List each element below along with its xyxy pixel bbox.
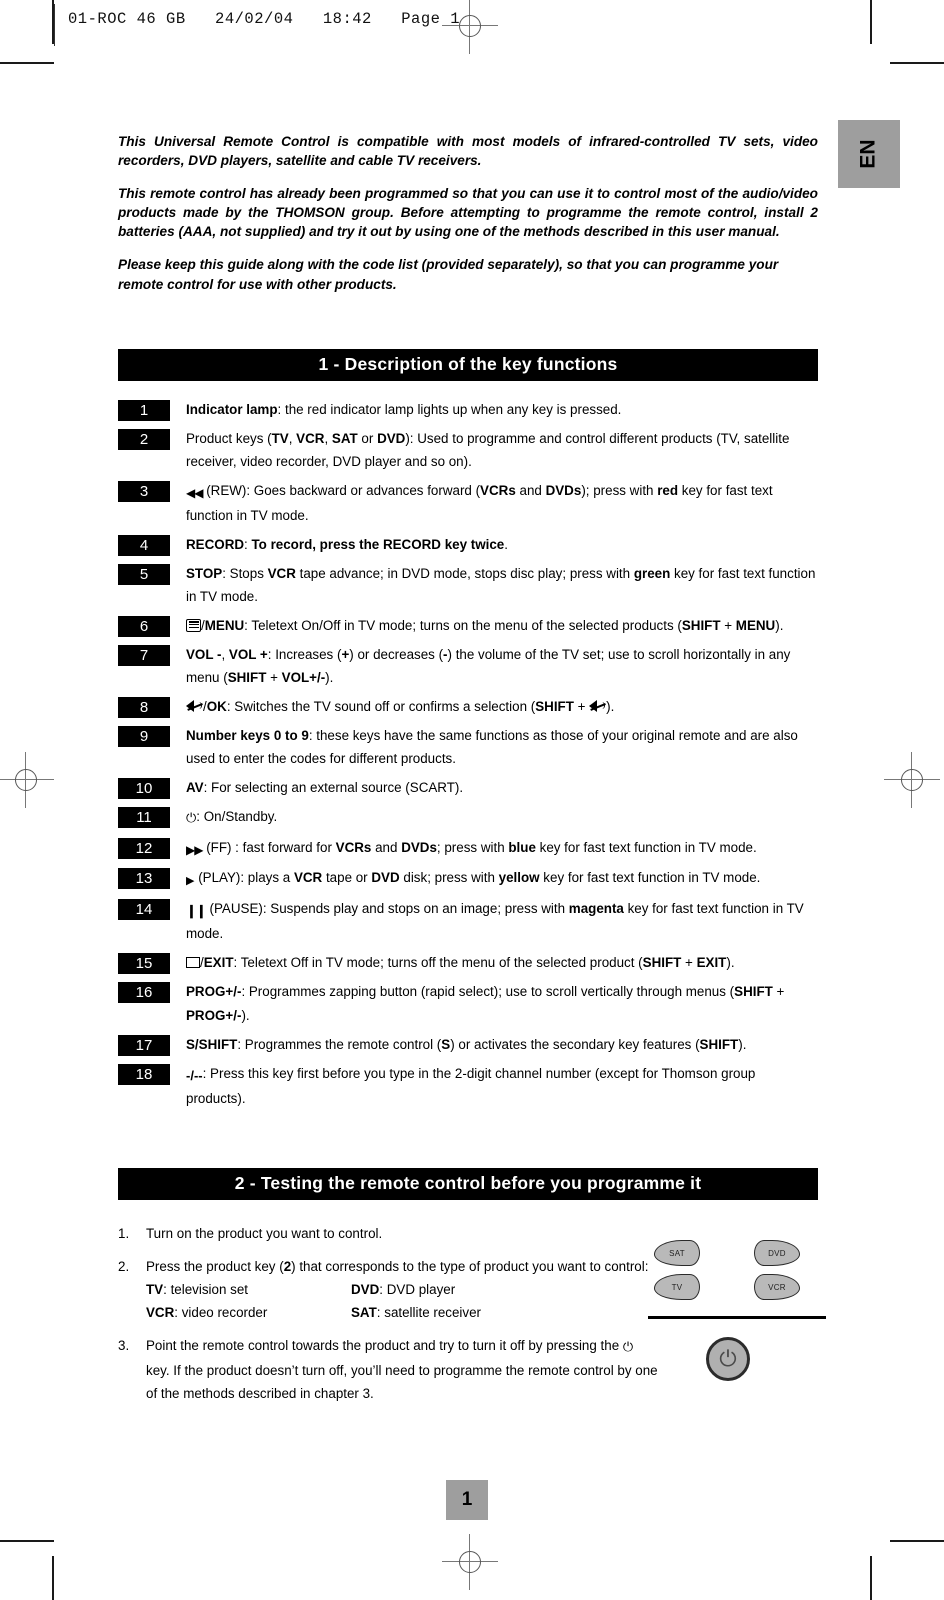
key-function-row [118,836,818,861]
illus-key-sat-label: SAT [669,1248,685,1258]
product-legend-dvd: DVD: DVD player [351,1282,456,1298]
key-function-row [118,643,818,689]
section-2-heading: 2 - Testing the remote control before you programme it [118,1168,818,1200]
key-function-row [118,398,818,421]
key-description: PROG+/-: Programmes zapping button (rapid select); use to scroll vertically through menus (SHIFT + PROG+/-). [186,984,785,1023]
product-legend-vcr-desc: video recorder [181,1305,268,1321]
crop-mark-bottom-left-h [0,1540,54,1542]
illus-key-vcr-label: VCR [768,1282,786,1292]
key-function-row [118,479,818,527]
step-number: 2. [118,1259,130,1275]
key-function-row [118,533,818,556]
key-function-row [118,614,818,637]
illus-key-vcr [754,1274,800,1300]
crop-mark-top-left-h [0,62,54,64]
illus-key-sat [654,1240,700,1266]
key-description: /EXIT: Teletext Off in TV mode; turns off the menu of the selected product (SHIFT + EXIT). [186,951,818,974]
key-description: /MENU: Teletext On/Off in TV mode; turns on the menu of the selected products (SHIFT + MENU). [186,614,818,637]
key-number-badge: 11 [118,807,170,828]
rewind-icon: ◀◀ [186,486,203,500]
key-function-row [118,805,818,829]
key-function-row [118,1062,818,1110]
key-description: S/SHIFT: Programmes the remote control (S) or activates the secondary key features (SHIFT). [186,1036,747,1052]
key-description: Number keys 0 to 9: these keys have the same functions as those of your original remote and are also used to enter the codes for different products. [186,728,798,767]
key-function-row [118,1033,818,1056]
product-legend-sat-key: SAT [351,1305,377,1321]
key-number-badge: 14 [118,899,170,920]
fast-forward-icon: ▶▶ [186,842,203,857]
product-legend-vcr: VCR: video recorder [146,1305,268,1321]
key-number-badge: 1 [118,400,170,421]
power-symbol: ⏻ [719,1345,737,1371]
product-key-pad [648,1232,826,1310]
key-number-badge: 12 [118,838,170,859]
product-legend-vcr-key: VCR [146,1305,175,1321]
key-description: ◀◀ (REW): Goes backward or advances forward (VCRs and DVDs); press with red key for fast text function in TV mode. [186,483,773,523]
step-text: Turn on the product you want to control. [146,1226,383,1242]
step-item [118,1334,658,1404]
crop-mark-bottom-right-v [870,1556,872,1600]
key-function-row [118,695,818,718]
language-tab [838,120,900,188]
language-tab-label: EN [857,139,880,169]
product-legend-tv-desc: television set [170,1282,248,1298]
key-function-row [118,776,818,799]
product-legend-sat: SAT: satellite receiver [351,1305,481,1321]
page-number-badge [446,1480,488,1520]
key-description: STOP: Stops VCR tape advance; in DVD mode, stops disc play; press with green key for fast text function in TV mode. [186,565,816,604]
key-number-badge: 17 [118,1035,170,1056]
key-description: ▶ (PLAY): plays a VCR tape or DVD disk; press with yellow key for fast text function in TV mode. [186,866,818,891]
step-text: Press the product key (2) that corresponds to the type of product you want to control: [146,1259,649,1275]
crop-mark-top-right-v [870,0,872,44]
key-function-row [118,897,818,945]
key-description: -/--: Press this key first before you type in the 2-digit channel number (except for Thomson group products). [186,1065,756,1106]
key-function-row [118,951,818,974]
key-number-badge: 13 [118,868,170,889]
registration-mark-right [890,758,934,802]
pause-icon: ❙❙ [186,903,206,919]
teletext-off-icon [186,957,200,968]
key-number-badge: 3 [118,481,170,502]
key-number-badge: 2 [118,429,170,450]
key-function-row [118,562,818,608]
key-number-badge: 4 [118,535,170,556]
key-function-row [118,724,818,770]
step-number: 1. [118,1226,130,1242]
key-number-badge: 16 [118,982,170,1003]
key-function-list [118,398,818,1110]
key-description: RECORD: To record, press the RECORD key twice. [186,536,508,552]
product-legend-sat-desc: satellite receiver [384,1305,481,1321]
key-description: VOL -, VOL +: Increases (+) or decreases (-) the volume of the TV set; use to scroll horizontally in any menu (SHIFT + VOL+/-). [186,646,791,685]
key-number-badge: 8 [118,697,170,718]
product-legend-tv: TV: television set [146,1282,248,1298]
key-number-badge: 18 [118,1064,170,1085]
key-function-row [118,866,818,891]
imprint-header: 01-ROC 46 GB 24/02/04 18:42 Page 1 [68,10,461,28]
power-icon: ⏻ [186,810,197,826]
intro-paragraph-3: Please keep this guide along with the code list (provided separately), so that you can programme your remote control for use with other products. [118,257,779,292]
power-button-icon [706,1337,750,1381]
mute-icon [186,700,203,713]
key-description: ▶▶ (FF) : fast forward for VCRs and DVDs; press with blue key for fast text function in TV mode. [186,836,818,861]
key-number-badge: 9 [118,726,170,747]
key-number-badge: 10 [118,778,170,799]
two-digit-icon: -/-- [186,1067,203,1083]
page-number-label: 1 [461,1489,473,1510]
product-legend-tv-key: TV [146,1282,164,1298]
registration-mark-bottom [448,1540,492,1584]
key-function-row [118,980,818,1026]
step-text: Point the remote control towards the product and try to turn it off by pressing the ⏻ key. If the product doesn’t turn off, you’ll need to programme the remote control by one of the methods described in chapter 3. [146,1338,658,1401]
registration-mark-left [4,758,48,802]
illus-key-dvd [754,1240,800,1266]
page-content [118,0,818,1415]
illus-key-tv-label: TV [671,1282,683,1292]
key-description: ❙❙ (PAUSE): Suspends play and stops on an image; press with magenta key for fast text function in TV mode. [186,901,804,942]
teletext-icon [186,619,201,632]
intro-paragraph-2: This remote control has already been programmed so that you can use it to control most of the audio/video products made by the THOMSON group. Before attempting to programme the remote control, install 2 batteries (AAA, not supplied) and try it out by using one of the methods described in this user manual. [118,185,818,240]
imprint-rule [54,4,55,46]
intro-paragraph-1: This Universal Remote Control is compatible with most models of infrared-controlled TV sets, video recorders, DVD players, satellite and cable TV receivers. [118,133,818,168]
key-description: Indicator lamp: the red indicator lamp lights up when any key is pressed. [186,401,622,417]
illus-key-tv [654,1274,700,1300]
key-description: /OK: Switches the TV sound off or confirms a selection (SHIFT + ). [186,695,818,718]
key-description: Product keys (TV, VCR, SAT or DVD): Used to programme and control different products (TV, satellite receiver, video recorder, DVD player and so on). [186,430,790,469]
play-icon: ▶ [186,875,195,888]
crop-mark-top-right-h [890,62,944,64]
key-number-badge: 7 [118,645,170,666]
remote-illustration [648,1232,826,1391]
key-function-row [118,427,818,473]
step-number: 3. [118,1338,130,1354]
section-1-heading: 1 - Description of the key functions [118,349,818,381]
product-legend-dvd-key: DVD [351,1282,380,1298]
mute-icon [589,700,606,713]
key-number-badge: 5 [118,564,170,585]
key-description: AV: For selecting an external source (SCART). [186,780,464,796]
product-legend-dvd-desc: DVD player [386,1282,456,1298]
key-number-badge: 6 [118,616,170,637]
crop-mark-bottom-left-v [52,1556,54,1600]
key-description: ⏻: On/Standby. [186,805,818,829]
illus-key-dvd-label: DVD [768,1248,786,1258]
key-number-badge: 15 [118,953,170,974]
crop-mark-bottom-right-h [890,1540,944,1542]
